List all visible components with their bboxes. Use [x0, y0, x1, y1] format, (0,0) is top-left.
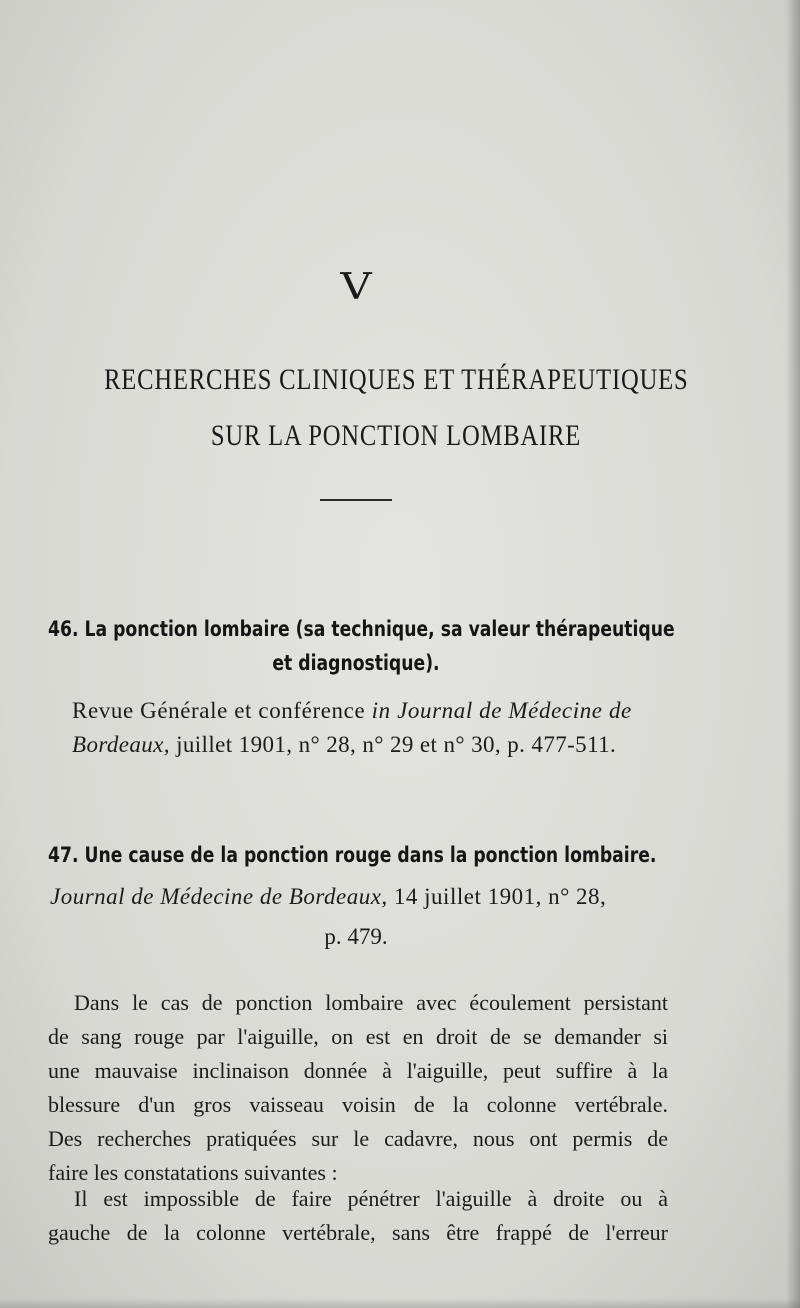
entry-47-ref-details: 14 juillet 1901, n° 28,: [387, 884, 607, 909]
entry-47-number: 47.: [48, 843, 79, 867]
entry-46-ref-journal: in Journal de Médecine de: [371, 698, 632, 723]
body-line: une mauvaise inclinaison donnée à l'aiguille, peut suffire à la: [48, 1058, 668, 1083]
body-line: faire les constatations suivantes :: [48, 1160, 338, 1185]
entry-46-number: 46.: [48, 617, 79, 641]
entry-46-title-line1: La ponction lombaire (sa technique, sa valeur thérapeutique: [84, 617, 675, 641]
chapter-heading-line1: RECHERCHES CLINIQUES ET THÉRAPEUTIQUES: [104, 363, 689, 396]
body-line: de sang rouge par l'aiguille, on est en droit de se demander si: [48, 1024, 668, 1049]
section-rule: [320, 499, 392, 501]
entry-46-ref-prefix: Revue Générale et conférence: [72, 698, 366, 723]
chapter-numeral: V: [340, 267, 372, 308]
entry-46-reference-line2: [72, 728, 616, 762]
entry-46-ref-city: Bordeaux,: [72, 732, 170, 757]
body-line: gauche de la colonne vertébrale, sans être frappé de l'erreur: [48, 1220, 668, 1245]
entry-46-ref-details: juillet 1901, n° 28, n° 29 et n° 30, p. 477-511.: [169, 732, 617, 757]
entry-46-title-line2: et diagnostique).: [272, 651, 440, 675]
chapter-heading-line2: SUR LA PONCTION LOMBAIRE: [210, 419, 582, 452]
body-line: Des recherches pratiquées sur le cadavre, nous ont permis de: [48, 1126, 668, 1151]
page-bottom-shadow: [0, 1298, 800, 1308]
body-paragraph-1: [48, 986, 668, 1190]
body-paragraph-2: [48, 1182, 668, 1250]
body-line: blessure d'un gros vaisseau voisin de la colonne vertébrale.: [48, 1092, 668, 1117]
entry-46-title: [48, 612, 675, 646]
body-line: Dans le cas de ponction lombaire avec écoulement persistant: [74, 990, 668, 1015]
entry-47-ref-journal: Journal de Médecine de Bordeaux,: [50, 884, 388, 909]
entry-47-title-line1: Une cause de la ponction rouge dans la ponction lombaire.: [84, 843, 657, 867]
entry-47-title: [48, 838, 657, 872]
entry-47-reference-line1: [50, 880, 606, 914]
body-line: Il est impossible de faire pénétrer l'aiguille à droite ou à: [74, 1186, 668, 1211]
entry-47-reference-line2: p. 479.: [324, 924, 388, 949]
entry-46-reference-line1: [72, 694, 632, 728]
page-edge-shadow: [786, 0, 800, 1308]
